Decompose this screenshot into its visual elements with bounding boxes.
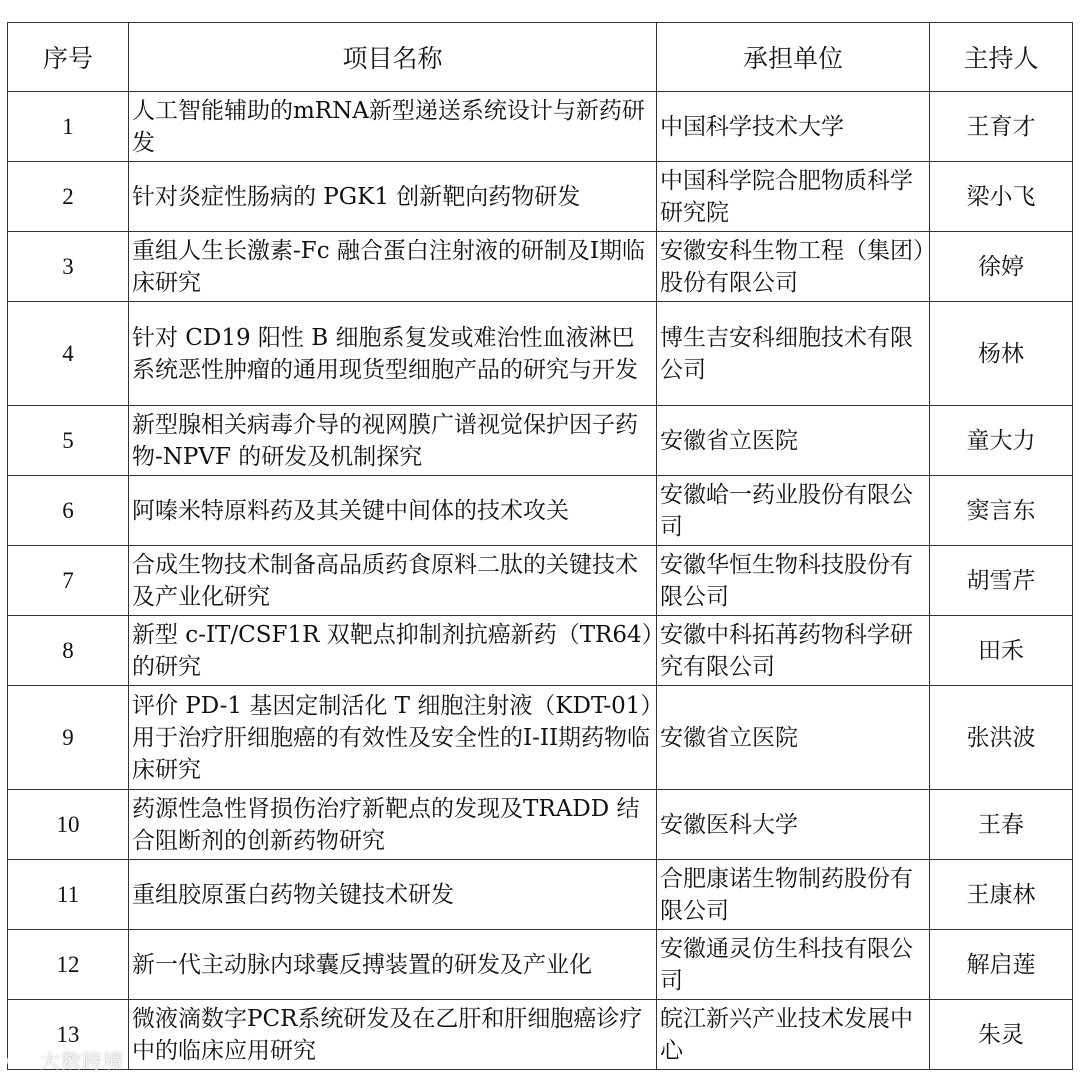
- table-row: [8, 1000, 1073, 1070]
- table-row: [8, 616, 1073, 686]
- row-host: 田禾: [930, 616, 1073, 686]
- row-project: 人工智能辅助的mRNA新型递送系统设计与新药研发: [129, 92, 657, 162]
- row-index: 2: [8, 162, 129, 232]
- row-project: 针对炎症性肠病的 PGK1 创新靶向药物研发: [129, 162, 657, 232]
- row-project: 药源性急性肾损伤治疗新靶点的发现及TRADD 结合阻断剂的创新药物研究: [129, 790, 657, 860]
- table-row: [8, 686, 1073, 790]
- header-index: 序号: [8, 23, 129, 92]
- row-project: 评价 PD-1 基因定制活化 T 细胞注射液（KDT-01）用于治疗肝细胞癌的有效性及安全性的I-II期药物临床研究: [129, 686, 657, 790]
- header-row: [8, 23, 1073, 92]
- header-project: 项目名称: [129, 23, 657, 92]
- row-unit: 安徽峆一药业股份有限公司: [657, 476, 930, 546]
- row-unit: 安徽安科生物工程（集团）股份有限公司: [657, 232, 930, 302]
- row-host: 胡雪芹: [930, 546, 1073, 616]
- row-index: 13: [8, 1000, 129, 1070]
- row-unit: 安徽省立医院: [657, 686, 930, 790]
- row-index: 3: [8, 232, 129, 302]
- row-index: 9: [8, 686, 129, 790]
- table-row: [8, 476, 1073, 546]
- row-project: 微液滴数字PCR系统研发及在乙肝和肝细胞癌诊疗中的临床应用研究: [129, 1000, 657, 1070]
- row-unit: 安徽华恒生物科技股份有限公司: [657, 546, 930, 616]
- watermark-logo-icon: [6, 1051, 36, 1071]
- row-project: 阿嗪米特原料药及其关键中间体的技术攻关: [129, 476, 657, 546]
- row-unit: 中国科学技术大学: [657, 92, 930, 162]
- row-index: 4: [8, 302, 129, 406]
- row-index: 6: [8, 476, 129, 546]
- table-row: [8, 92, 1073, 162]
- row-index: 5: [8, 406, 129, 476]
- row-project: 新型 c-IT/CSF1R 双靶点抑制剂抗癌新药（TR64）的研究: [129, 616, 657, 686]
- table-row: [8, 162, 1073, 232]
- row-unit: 安徽中科拓苒药物科学研究有限公司: [657, 616, 930, 686]
- row-host: 解启莲: [930, 930, 1073, 1000]
- row-host: 梁小飞: [930, 162, 1073, 232]
- header-unit: 承担单位: [657, 23, 930, 92]
- row-project: 重组胶原蛋白药物关键技术研发: [129, 860, 657, 930]
- row-project: 新一代主动脉内球囊反搏装置的研发及产业化: [129, 930, 657, 1000]
- row-host: 王春: [930, 790, 1073, 860]
- row-host: 徐婷: [930, 232, 1073, 302]
- row-index: 8: [8, 616, 129, 686]
- row-index: 11: [8, 860, 129, 930]
- row-host: 王育才: [930, 92, 1073, 162]
- row-unit: 中国科学院合肥物质科学研究院: [657, 162, 930, 232]
- watermark-text: 大数跨境: [40, 1049, 124, 1073]
- row-unit: 安徽省立医院: [657, 406, 930, 476]
- header-host: 主持人: [930, 23, 1073, 92]
- row-project: 新型腺相关病毒介导的视网膜广谱视觉保护因子药物-NPVF 的研发及机制探究: [129, 406, 657, 476]
- table-row: [8, 302, 1073, 406]
- row-unit: 安徽医科大学: [657, 790, 930, 860]
- row-host: 窦言东: [930, 476, 1073, 546]
- table-row: [8, 232, 1073, 302]
- row-host: 朱灵: [930, 1000, 1073, 1070]
- row-project: 重组人生长激素-Fc 融合蛋白注射液的研制及I期临床研究: [129, 232, 657, 302]
- row-index: 1: [8, 92, 129, 162]
- row-unit: 皖江新兴产业技术发展中心: [657, 1000, 930, 1070]
- row-host: 童大力: [930, 406, 1073, 476]
- row-unit: 合肥康诺生物制药股份有限公司: [657, 860, 930, 930]
- row-host: 王康林: [930, 860, 1073, 930]
- table-row: [8, 406, 1073, 476]
- table-row: [8, 930, 1073, 1000]
- watermark: [6, 1045, 124, 1074]
- row-index: 10: [8, 790, 129, 860]
- row-host: 张洪波: [930, 686, 1073, 790]
- table-row: [8, 860, 1073, 930]
- row-project: 合成生物技术制备高品质药食原料二肽的关键技术及产业化研究: [129, 546, 657, 616]
- project-table: [7, 22, 1073, 1070]
- row-unit: 安徽通灵仿生科技有限公司: [657, 930, 930, 1000]
- row-project: 针对 CD19 阳性 B 细胞系复发或难治性血液淋巴系统恶性肿瘤的通用现货型细胞产品的研究与开发: [129, 302, 657, 406]
- row-unit: 博生吉安科细胞技术有限公司: [657, 302, 930, 406]
- row-host: 杨林: [930, 302, 1073, 406]
- table-row: [8, 790, 1073, 860]
- row-index: 7: [8, 546, 129, 616]
- table-row: [8, 546, 1073, 616]
- row-index: 12: [8, 930, 129, 1000]
